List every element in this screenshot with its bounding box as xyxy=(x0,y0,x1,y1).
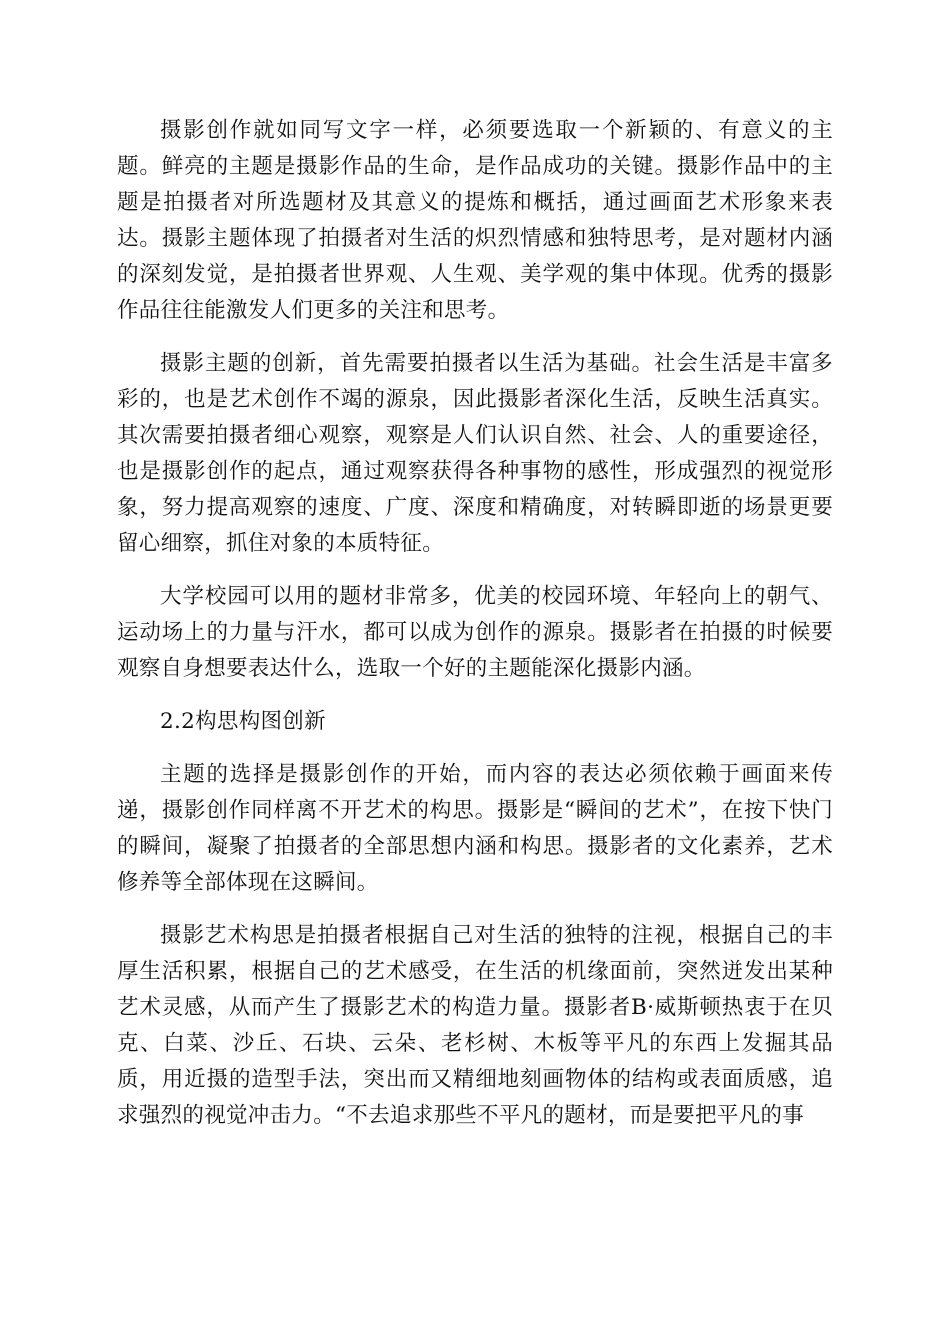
paragraph-theme-selection: 摄影创作就如同写文字一样，必须要选取一个新颖的、有意义的主题。鲜亮的主题是摄影作品的生命，是作品成功的关键。摄影作品中的主题是拍摄者对所选题材及其意义的提炼和概括，通过画面艺术形象来表达。摄影主题体现了拍摄者对生活的炽烈情感和独特思考，是对题材内涵的深刻发觉，是拍摄者世界观、人生观、美学观的集中体现。优秀的摄影作品往往能激发人们更多的关注和思考。 xyxy=(117,118,833,323)
paragraph-theme-innovation: 摄影主题的创新，首先需要拍摄者以生活为基础。社会生活是丰富多彩的，也是艺术创作不竭的源泉，因此摄影者深化生活，反映生活真实。其次需要拍摄者细心观察，观察是人们认识自然、社会、人的重要途径，也是摄影创作的起点，通过观察获得各种事物的感性，形成强烈的视觉形象，努力提高观察的速度、广度、深度和精确度，对转瞬即逝的场景更要留心细察，抓住对象的本质特征。 xyxy=(117,351,833,556)
section-heading: 2.2构思构图创新 xyxy=(160,709,326,734)
paragraph-composition-intro: 主题的选择是摄影创作的开始，而内容的表达必须依赖于画面来传递，摄影创作同样离不开艺术的构思。摄影是“瞬间的艺术”，在按下快门的瞬间，凝聚了拍摄者的全部思想内涵和构思。摄影者的文化素养，艺术修养等全部体现在这瞬间。 xyxy=(117,762,833,895)
paragraph-campus-subjects: 大学校园可以用的题材非常多，优美的校园环境、年轻向上的朝气、运动场上的力量与汗水，都可以成为创作的源泉。摄影者在拍摄的时候要观察自身想要表达什么，选取一个好的主题能深化摄影内涵。 xyxy=(117,584,833,681)
paragraph-artistic-conception: 摄影艺术构思是拍摄者根据自己对生活的独特的注视，根据自己的丰厚生活积累，根据自己的艺术感受，在生活的机缘面前，突然迸发出某种艺术灵感，从而产生了摄影艺术的构造力量。摄影者B·威斯顿热衷于在贝克、白菜、沙丘、石块、云朵、老杉树、木板等平凡的东西上发掘其品质，用近摄的造型手法，突出而又精细地刻画物体的结构或表面质感，追求强烈的视觉冲击力。“不去追求那些不平凡的题材，而是要把平凡的事 xyxy=(117,923,833,1128)
document-body xyxy=(117,113,833,1151)
